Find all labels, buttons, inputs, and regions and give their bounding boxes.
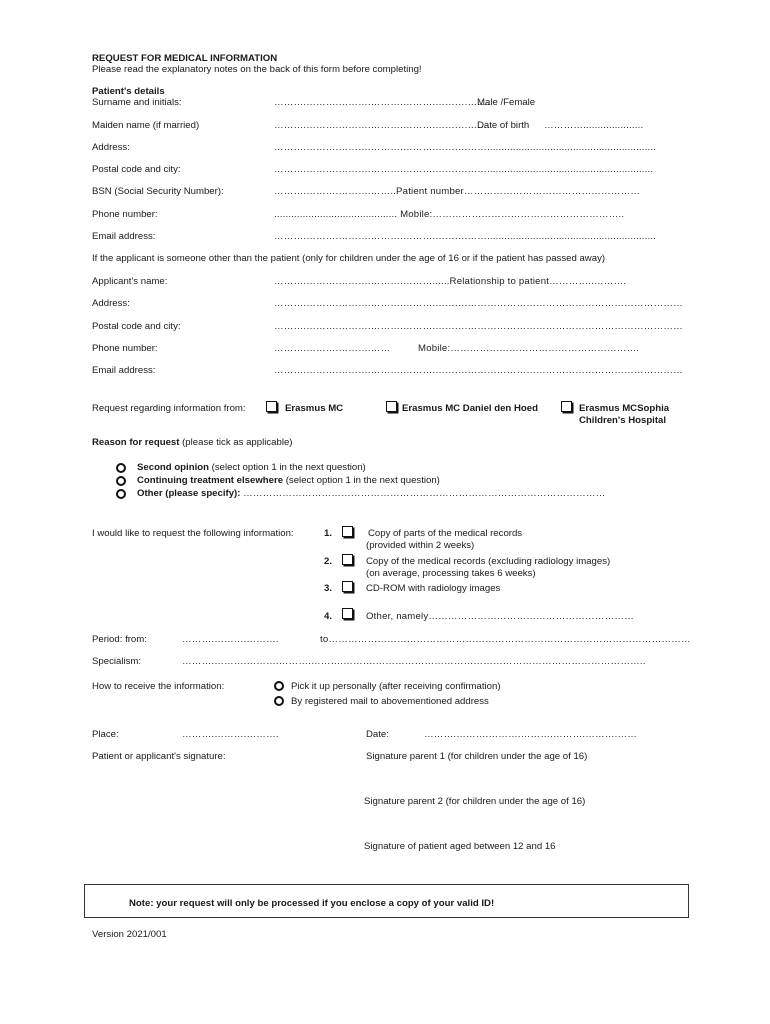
period-label: Period: from: [92, 634, 147, 645]
pickup-radio[interactable] [274, 681, 284, 691]
other-info-checkbox[interactable] [342, 608, 353, 619]
second-opinion-option [137, 462, 366, 473]
reason-heading [92, 437, 293, 448]
specialism-label: Specialism: [92, 656, 142, 667]
erasmus-mc-checkbox[interactable] [266, 401, 277, 412]
period-from-field[interactable]: ……….……….………. [182, 634, 279, 645]
postal-city-label: Postal code and city: [92, 164, 181, 175]
registered-mail-radio[interactable] [274, 696, 284, 706]
second-opinion-hint: (select option 1 in the next question) [211, 462, 366, 473]
request-from-label: Request regarding information from: [92, 403, 246, 414]
applicant-mobile-field[interactable]: Mobile:…………………………………………………. [418, 343, 640, 354]
other-reason-radio[interactable] [116, 489, 126, 499]
receive-label: How to receive the information: [92, 681, 225, 692]
email-field[interactable]: ……….……….……….……….……….……….……........................................................... [274, 231, 657, 242]
parent2-signature-label: Signature parent 2 (for children under the age of 16) [364, 796, 586, 807]
phone-label: Phone number: [92, 209, 158, 220]
address-field[interactable]: ……….……….……….……….……….……….……........................................................... [274, 142, 657, 153]
bsn-label: BSN (Social Security Number): [92, 186, 224, 197]
applicant-phone-label: Phone number: [92, 343, 158, 354]
date-field[interactable]: ……….……….……….……….……….……….…… [424, 729, 638, 740]
continuing-treatment-radio[interactable] [116, 476, 126, 486]
second-opinion-label: Second opinion [137, 462, 209, 473]
cd-rom-label: CD-ROM with radiology images [366, 583, 501, 594]
option-number-3: 3. [324, 583, 333, 594]
full-records-checkbox[interactable] [342, 554, 353, 565]
registered-mail-label: By registered mail to abovementioned address [291, 696, 489, 707]
email-label: Email address: [92, 231, 156, 242]
maiden-name-label: Maiden name (if married) [92, 120, 200, 131]
sophia-label-line2: Children's Hospital [579, 415, 667, 426]
applicant-email-field[interactable]: ……….……….……….……….……….……….………………………………………………………… [274, 365, 683, 376]
applicant-name-label: Applicant's name: [92, 276, 168, 287]
continuing-treatment-hint: (select option 1 in the next question) [285, 475, 440, 486]
dob-field[interactable]: …………..................... [544, 120, 644, 131]
pickup-label: Pick it up personally (after receiving confirmation) [291, 681, 501, 692]
applicant-postal-label: Postal code and city: [92, 321, 181, 332]
postal-city-field[interactable]: ……….……….……….……….……….……….…….......................................................... [274, 164, 654, 175]
applicant-postal-field[interactable]: ……….……….……….……….……….……….………………………………………………………… [274, 321, 683, 332]
other-info-field[interactable]: Other, namely……………………………………………………… [366, 611, 634, 622]
period-to-field[interactable]: to………………………………………………………………………………………………… [320, 634, 691, 645]
patient-12-16-signature-label: Signature of patient aged between 12 and 16 [364, 841, 556, 852]
phone-mobile-field[interactable]: ........................................... Mobile:………………………………………………….. [274, 209, 625, 220]
patient-section-title: Patient's details [92, 86, 165, 97]
daniel-den-hoed-checkbox[interactable] [386, 401, 397, 412]
dob-label: Date of birth [477, 120, 530, 131]
cd-rom-checkbox[interactable] [342, 581, 353, 592]
info-request-label: I would like to request the following information: [92, 528, 294, 539]
option-number-1: 1. [324, 528, 333, 539]
specialism-field[interactable]: ……….……….……….……….……….……….……………………………………………………………………….. [182, 656, 646, 667]
form-subtitle: Please read the explanatory notes on the back of this form before completing! [92, 64, 422, 75]
records-parts-label: Copy of parts of the medical records [368, 528, 523, 539]
applicant-intro: If the applicant is someone other than the patient (only for children under the age of 16 or if the patient has passed away) [92, 253, 606, 264]
patient-signature-label: Patient or applicant's signature: [92, 751, 226, 762]
applicant-email-label: Email address: [92, 365, 156, 376]
continuing-treatment-label: Continuing treatment elsewhere [137, 475, 284, 486]
records-parts-checkbox[interactable] [342, 526, 353, 537]
daniel-den-hoed-label: Erasmus MC Daniel den Hoed [402, 403, 538, 414]
applicant-address-label: Address: [92, 298, 130, 309]
sophia-checkbox[interactable] [561, 401, 572, 412]
second-opinion-radio[interactable] [116, 463, 126, 473]
applicant-address-field[interactable]: ……….……….……….……….……….……….………………………………………………………… [274, 298, 683, 309]
place-label: Place: [92, 729, 119, 740]
other-reason-field[interactable]: ………………………………………………………………………………………………… [243, 488, 606, 499]
full-records-note: (on average, processing takes 6 weeks) [366, 568, 536, 579]
address-label: Address: [92, 142, 130, 153]
erasmus-mc-label: Erasmus MC [285, 403, 344, 414]
note-text: Note: your request will only be processed if you enclose a copy of your valid ID! [129, 898, 495, 909]
version-label: Version 2021/001 [92, 929, 167, 940]
option-number-4: 4. [324, 611, 333, 622]
reason-title: Reason for request [92, 437, 180, 448]
surname-field[interactable]: ……….……….……….……….……….……….……. [274, 97, 490, 108]
records-parts-note: (provided within 2 weeks) [366, 540, 475, 551]
form-title: REQUEST FOR MEDICAL INFORMATION [92, 53, 278, 64]
reason-hint: (please tick as applicable) [182, 437, 293, 448]
option-number-2: 2. [324, 556, 333, 567]
bsn-patient-number-field[interactable]: ……….……….……….……..Patient number……………………………………………… [274, 186, 641, 197]
maiden-name-field[interactable]: ……….……….……….……….……….……….……. [274, 120, 490, 131]
applicant-name-field[interactable]: ……….……….……….……….………......Relationship to patient…………..………. [274, 276, 627, 287]
full-records-label: Copy of the medical records (excluding radiology images) [366, 556, 611, 567]
gender-option[interactable]: Male /Female [477, 97, 536, 108]
other-reason-option [137, 488, 605, 499]
sophia-label-line1: Erasmus MCSophia [579, 403, 670, 414]
parent1-signature-label: Signature parent 1 (for children under the age of 16) [366, 751, 588, 762]
other-reason-label: Other (please specify): [137, 488, 241, 499]
applicant-phone-field[interactable]: ……….……….……….…… [274, 343, 391, 354]
surname-label: Surname and initials: [92, 97, 182, 108]
continuing-treatment-option [137, 475, 440, 486]
date-label: Date: [366, 729, 389, 740]
place-field[interactable]: ……….……….………. [182, 729, 279, 740]
